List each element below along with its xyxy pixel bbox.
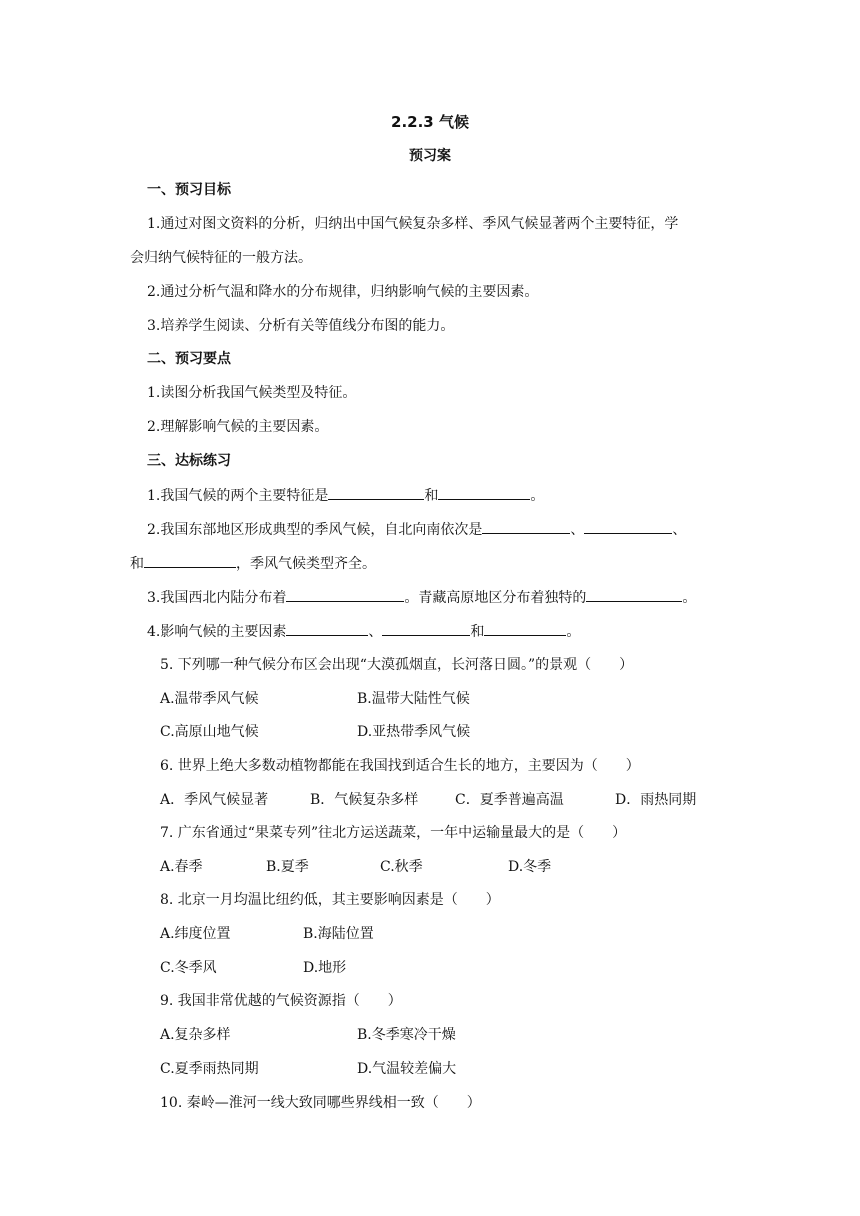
question-4-separator: 、 [368,624,383,640]
question-5-option-c[interactable]: C.高原山地气候 [160,724,259,740]
objective-line-2: 会归纳气候特征的一般方法。 [130,250,312,266]
practice-heading: 三、达标练习 [147,453,231,469]
question-9-option-c[interactable]: C.夏季雨热同期 [160,1061,259,1077]
question-8-option-c[interactable]: C.冬季风 [160,960,217,976]
question-4 [147,621,580,642]
question-3-text: 3.我国西北内陆分布着 [147,590,287,606]
objective-line-3: 2.通过分析气温和降水的分布规律，归纳影响气候的主要因素。 [147,284,539,300]
answer-blank[interactable] [584,519,672,534]
question-1 [147,485,544,506]
question-9: 9. 我国非常优越的气候资源指（ ） [160,993,402,1009]
objectives-heading: 一、预习目标 [147,182,231,198]
question-3-end: 。 [682,590,697,606]
question-7-option-b[interactable]: B.夏季 [266,859,309,875]
answer-blank[interactable] [484,621,566,636]
question-7: 7. 广东省通过“果菜专列”往北方运送蔬菜，一年中运输量最大的是（ ） [160,825,627,841]
question-5-option-a[interactable]: A.温带季风气候 [160,691,259,707]
question-6-option-c[interactable]: C．夏季普遍高温 [455,792,564,808]
question-3-text-b: 。青藏高原地区分布着独特的 [404,590,587,606]
question-1-text: 1.我国气候的两个主要特征是 [147,488,329,504]
keypoint-line-2: 2.理解影响气候的主要因素。 [147,419,329,435]
question-5: 5. 下列哪一种气候分布区会出现“大漠孤烟直，长河落日圆。”的景观（ ） [160,657,634,673]
answer-blank[interactable] [286,621,368,636]
question-4-connector: 和 [470,624,485,640]
question-2-connector: 和 [130,556,144,572]
document-subtitle: 预习案 [409,148,451,164]
question-8-option-b[interactable]: B.海陆位置 [303,926,374,942]
question-2 [147,519,686,540]
keypoint-line-1: 1.读图分析我国气候类型及特征。 [147,385,357,401]
question-6: 6. 世界上绝大多数动植物都能在我国找到适合生长的地方，主要因为（ ） [160,758,640,774]
answer-blank[interactable] [438,485,530,500]
question-6-option-b[interactable]: B．气候复杂多样 [310,792,419,808]
answer-blank[interactable] [482,519,570,534]
question-1-end: 。 [530,488,545,504]
question-8: 8. 北京一月均温比纽约低，其主要影响因素是（ ） [160,892,500,908]
question-8-option-d[interactable]: D.地形 [303,960,347,976]
question-2-text: 2.我国东部地区形成典型的季风气候，自北向南依次是 [147,522,483,538]
question-10: 10. 秦岭—淮河一线大致同哪些界线相一致（ ） [160,1095,481,1111]
question-5-option-b[interactable]: B.温带大陆性气候 [357,691,470,707]
question-6-option-d[interactable]: D．雨热同期 [615,792,697,808]
question-9-option-b[interactable]: B.冬季寒冷干燥 [357,1027,456,1043]
question-4-text: 4.影响气候的主要因素 [147,624,287,640]
objective-line-1: 1.通过对图文资料的分析，归纳出中国气候复杂多样、季风气候显著两个主要特征，学 [147,216,679,232]
question-7-option-a[interactable]: A.春季 [160,859,203,875]
question-2-end: ，季风气候类型齐全。 [236,556,376,572]
question-2-separator: 、 [570,522,585,538]
keypoints-heading: 二、预习要点 [147,351,231,367]
question-9-option-d[interactable]: D.气温较差偏大 [357,1061,457,1077]
answer-blank[interactable] [328,485,424,500]
question-7-option-c[interactable]: C.秋季 [380,859,423,875]
question-2-cont [130,553,376,574]
question-9-option-a[interactable]: A.复杂多样 [160,1027,231,1043]
question-5-option-d[interactable]: D.亚热带季风气候 [357,724,471,740]
question-3 [147,587,696,608]
answer-blank[interactable] [382,621,470,636]
question-1-connector: 和 [424,488,439,504]
answer-blank[interactable] [286,587,404,602]
document-title: 2.2.3 气候 [391,113,469,131]
question-7-option-d[interactable]: D.冬季 [508,859,552,875]
answer-blank[interactable] [144,553,236,568]
answer-blank[interactable] [586,587,682,602]
question-4-end: 。 [566,624,581,640]
objective-line-4: 3.培养学生阅读、分析有关等值线分布图的能力。 [147,318,455,334]
question-2-separator: 、 [672,522,687,538]
question-6-option-a[interactable]: A．季风气候显著 [160,792,269,808]
question-8-option-a[interactable]: A.纬度位置 [160,926,231,942]
